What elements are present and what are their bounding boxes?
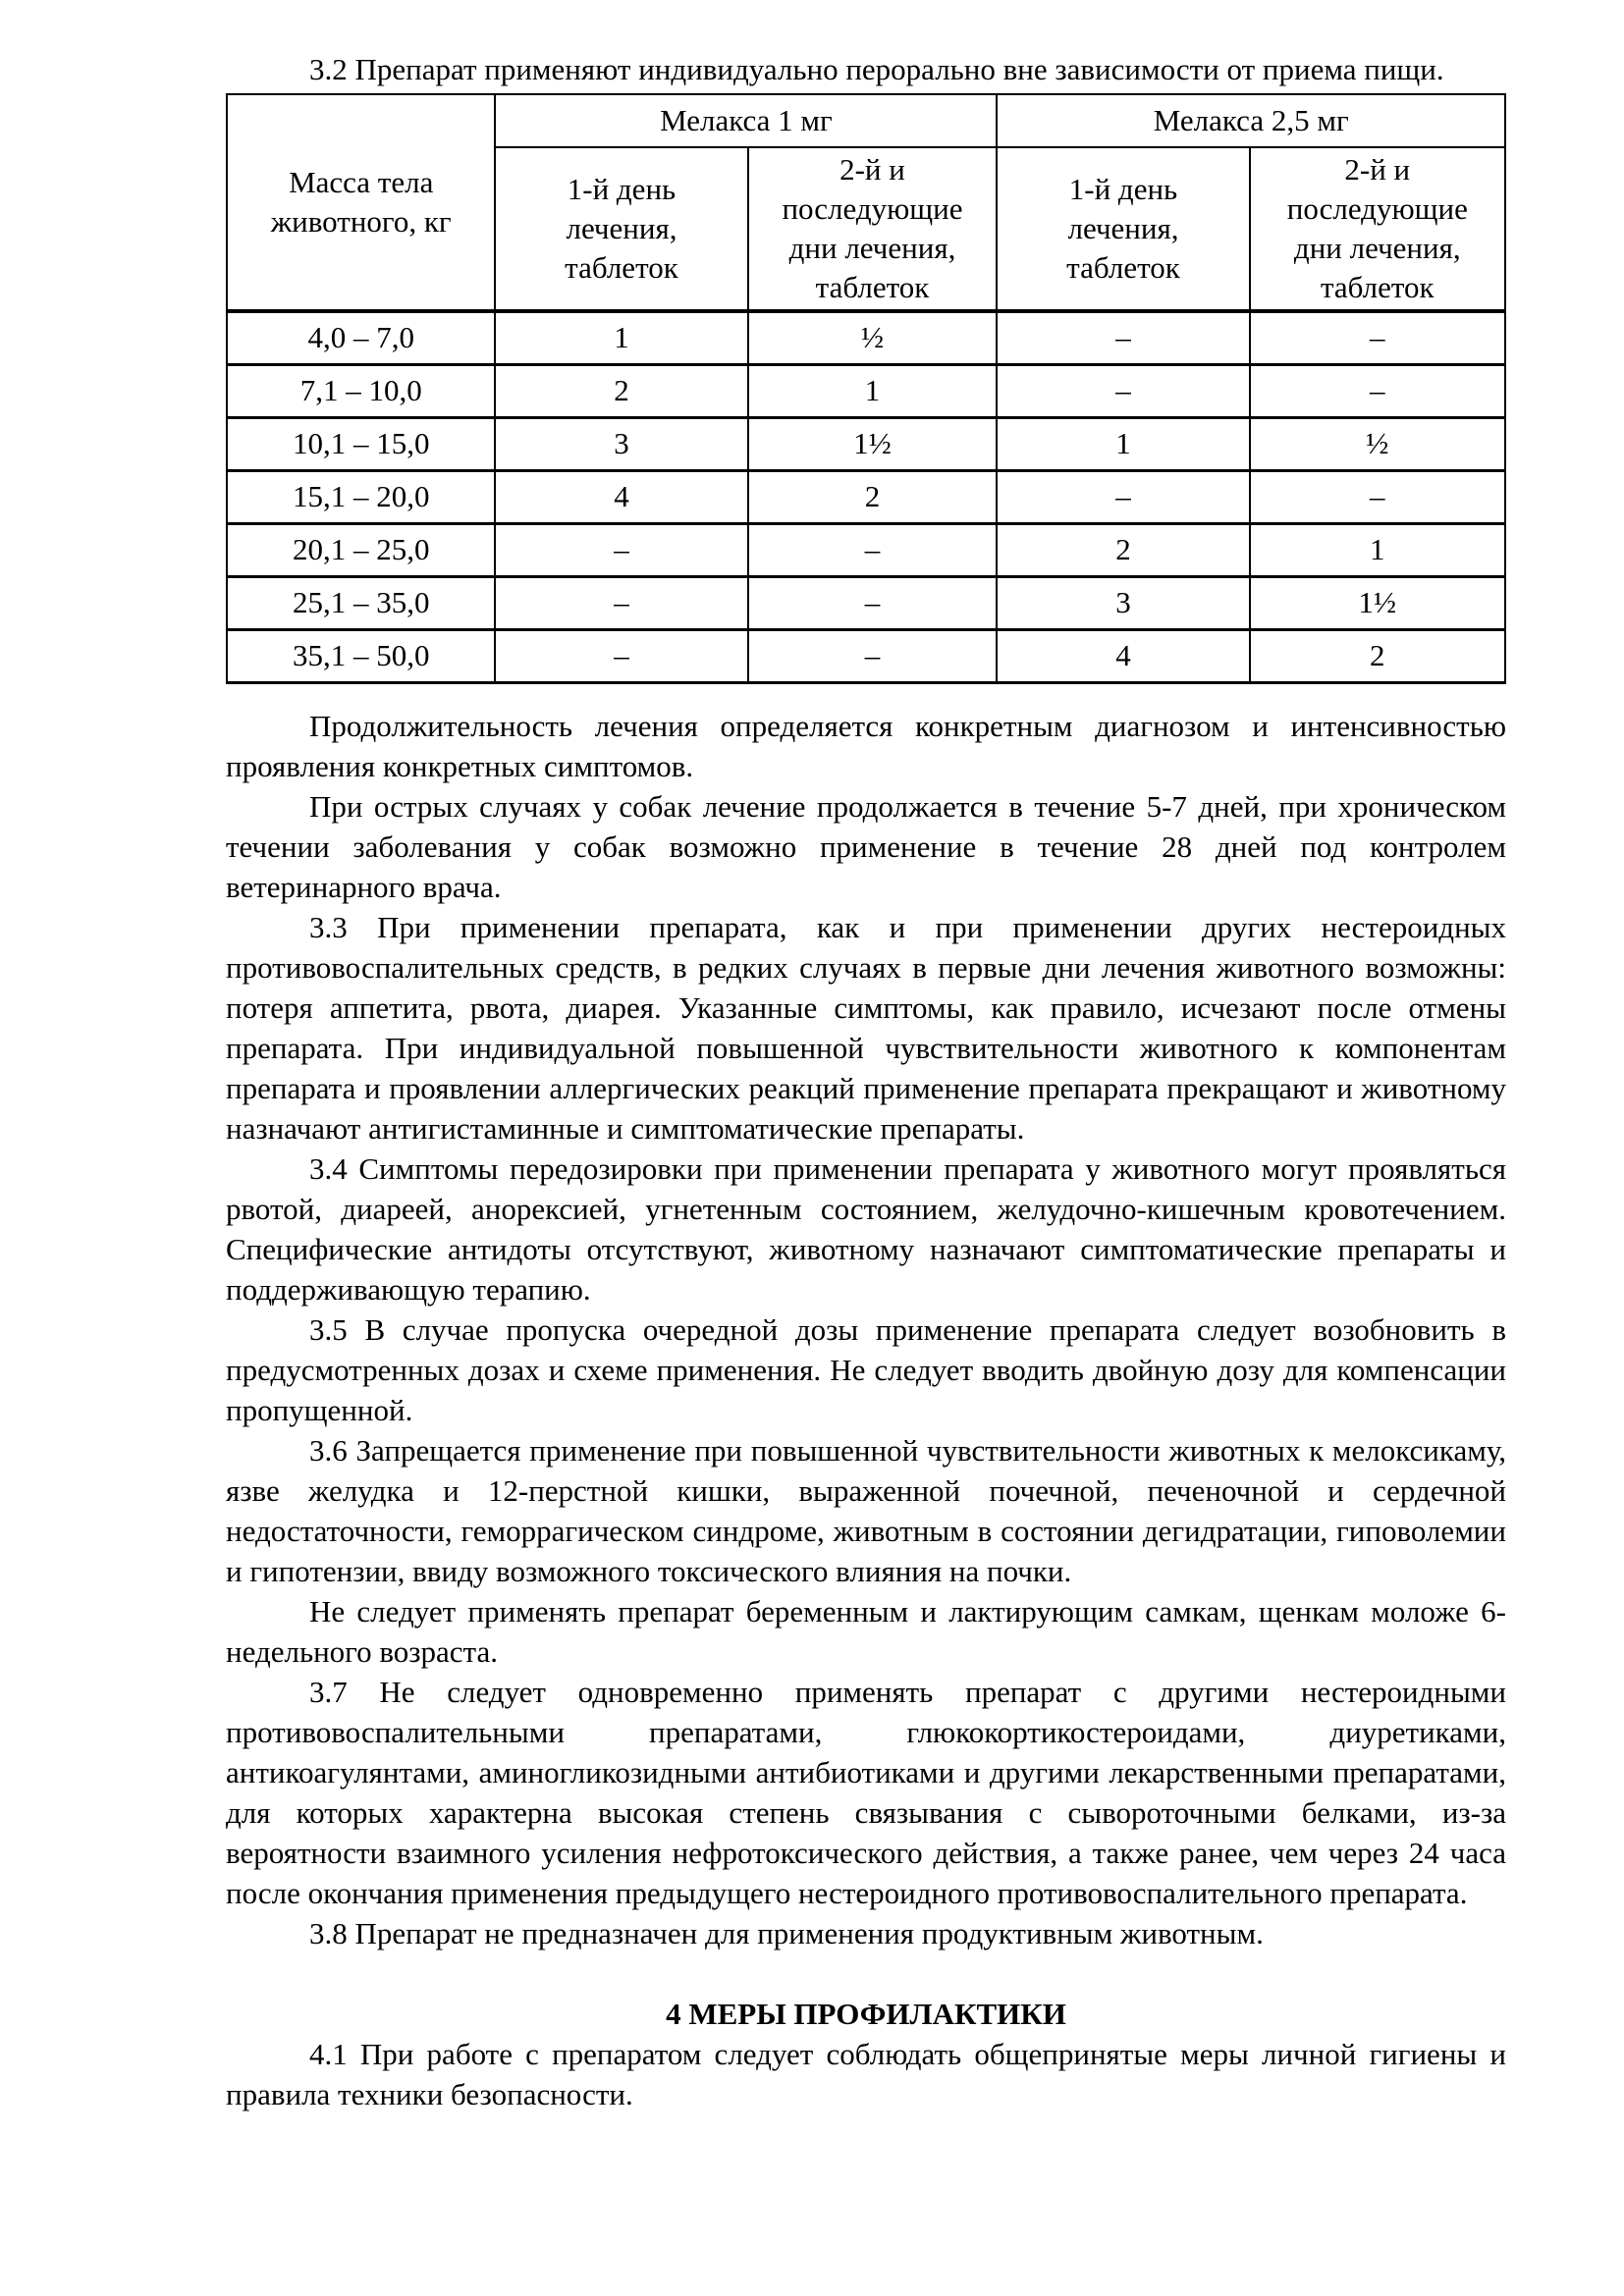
m25-day1-cell: 1 bbox=[997, 417, 1249, 470]
melaxa-1mg-group-header: Мелакса 1 мг bbox=[495, 94, 997, 147]
m25-next-cell: – bbox=[1250, 311, 1505, 364]
paragraph-acute-cases: При острых случаях у собак лечение продолжается в течение 5-7 дней, при хроническом течении заболевания у собак возможно применение в течение 28 дней под контролем ветеринарного врача. bbox=[226, 788, 1506, 904]
m25-day1-cell: – bbox=[997, 470, 1249, 523]
m25-day1-cell: 2 bbox=[997, 523, 1249, 576]
paragraph-pregnant-warning: Не следует применять препарат беременным и лактирующим самкам, щенкам моложе 6-недельного возраста. bbox=[226, 1593, 1506, 1669]
m1-day1-cell: 4 bbox=[495, 470, 747, 523]
weight-cell: 15,1 – 20,0 bbox=[227, 470, 495, 523]
m25-next-cell: 1½ bbox=[1250, 576, 1505, 629]
weight-cell: 4,0 – 7,0 bbox=[227, 311, 495, 364]
m1-day1-header: 1-й день лечения, таблеток bbox=[495, 147, 747, 311]
m25-next-cell: 2 bbox=[1250, 629, 1505, 682]
m1-day1-cell: 3 bbox=[495, 417, 747, 470]
m1-day1-cell: 1 bbox=[495, 311, 747, 364]
weight-cell: 10,1 – 15,0 bbox=[227, 417, 495, 470]
table-row bbox=[227, 470, 1505, 523]
paragraph-3-5: 3.5 В случае пропуска очередной дозы применение препарата следует возобновить в предусмотренных дозах и схеме применения. Не следует вводить двойную дозу для компенсации пропущенной. bbox=[226, 1311, 1506, 1427]
paragraph-3-7: 3.7 Не следует одновременно применять препарат с другими нестероидными противовоспалительными препаратами, глюкокортикостероидами, диуретиками, антикоагулянтами, аминогликозидными антибиотиками и другими лекарственными препаратами, для которых характерна высокая степень связывания с сывороточными белками, из-за вероятности взаимного усиления нефротоксического действия, а также ранее, чем через 24 часа после окончания применения предыдущего нестероидного противовоспалительного препарата. bbox=[226, 1674, 1506, 1910]
paragraph-3-4: 3.4 Симптомы передозировки при применении препарата у животного могут проявляться рвотой, диареей, анорексией, угнетенным состоянием, желудочно-кишечным кровотечением. Специфические антидоты отсутствуют, животному назначают симптоматические препараты и поддерживающую терапию. bbox=[226, 1150, 1506, 1307]
weight-cell: 7,1 – 10,0 bbox=[227, 364, 495, 417]
paragraph-4-1: 4.1 При работе с препаратом следует соблюдать общепринятые меры личной гигиены и правила техники безопасности. bbox=[226, 2036, 1506, 2111]
m1-day1-cell: – bbox=[495, 629, 747, 682]
paragraph-3-2: 3.2 Препарат применяют индивидуально перорально вне зависимости от приема пищи. bbox=[309, 52, 1444, 86]
m25-next-cell: – bbox=[1250, 364, 1505, 417]
paragraph-3-8: 3.8 Препарат не предназначен для применения продуктивным животным. bbox=[309, 1915, 1264, 1950]
m1-next-cell: 2 bbox=[748, 470, 998, 523]
m1-day1-cell: – bbox=[495, 576, 747, 629]
m1-next-cell: 1 bbox=[748, 364, 998, 417]
m25-day1-cell: – bbox=[997, 311, 1249, 364]
m1-day1-cell: 2 bbox=[495, 364, 747, 417]
m25-day1-cell: 4 bbox=[997, 629, 1249, 682]
m25-next-days-header: 2-й и последующие дни лечения, таблеток bbox=[1250, 147, 1505, 311]
melaxa-2-5mg-group-header: Мелакса 2,5 мг bbox=[997, 94, 1505, 147]
paragraph-duration: Продолжительность лечения определяется конкретным диагнозом и интенсивностью проявления конкретных симптомов. bbox=[226, 708, 1506, 783]
table-row bbox=[227, 417, 1505, 470]
weight-cell: 20,1 – 25,0 bbox=[227, 523, 495, 576]
m25-day1-cell: – bbox=[997, 364, 1249, 417]
weight-cell: 25,1 – 35,0 bbox=[227, 576, 495, 629]
paragraph-3-6: 3.6 Запрещается применение при повышенной чувствительности животных к мелоксикаму, язве желудка и 12-перстной кишки, выраженной почечной, печеночной и сердечной недостаточности, геморрагическом синдроме, животным в состоянии дегидратации, гиповолемии и гипотензии, ввиду возможного токсического влияния на почки. bbox=[226, 1432, 1506, 1588]
table-group-header-row bbox=[227, 94, 1505, 147]
m1-next-cell: – bbox=[748, 523, 998, 576]
weight-cell: 35,1 – 50,0 bbox=[227, 629, 495, 682]
m25-next-cell: 1 bbox=[1250, 523, 1505, 576]
m1-next-days-header: 2-й и последующие дни лечения, таблеток bbox=[748, 147, 998, 311]
m1-day1-cell: – bbox=[495, 523, 747, 576]
m1-next-cell: – bbox=[748, 576, 998, 629]
m1-next-cell: – bbox=[748, 629, 998, 682]
table-row bbox=[227, 576, 1505, 629]
m1-next-cell: ½ bbox=[748, 311, 998, 364]
m1-next-cell: 1½ bbox=[748, 417, 998, 470]
weight-column-header: Масса тела животного, кг bbox=[227, 94, 495, 311]
m25-next-cell: ½ bbox=[1250, 417, 1505, 470]
m25-day1-header: 1-й день лечения, таблеток bbox=[997, 147, 1249, 311]
m25-next-cell: – bbox=[1250, 470, 1505, 523]
section-4-heading: 4 МЕРЫ ПРОФИЛАКТИКИ bbox=[666, 1996, 1066, 2031]
table-row bbox=[227, 629, 1505, 682]
m25-day1-cell: 3 bbox=[997, 576, 1249, 629]
table-row bbox=[227, 523, 1505, 576]
table-row bbox=[227, 364, 1505, 417]
paragraph-3-3: 3.3 При применении препарата, как и при применении других нестероидных противовоспалительных средств, в редких случаях в первые дни лечения животного возможны: потеря аппетита, рвота, диарея. Указанные симптомы, как правило, исчезают после отмены препарата. При индивидуальной повышенной чувствительности животного к компонентам препарата и проявлении аллергических реакций применение препарата прекращают и животному назначают антигистаминные и симптоматические препараты. bbox=[226, 909, 1506, 1146]
table-row bbox=[227, 311, 1505, 364]
dosage-table bbox=[226, 93, 1506, 684]
